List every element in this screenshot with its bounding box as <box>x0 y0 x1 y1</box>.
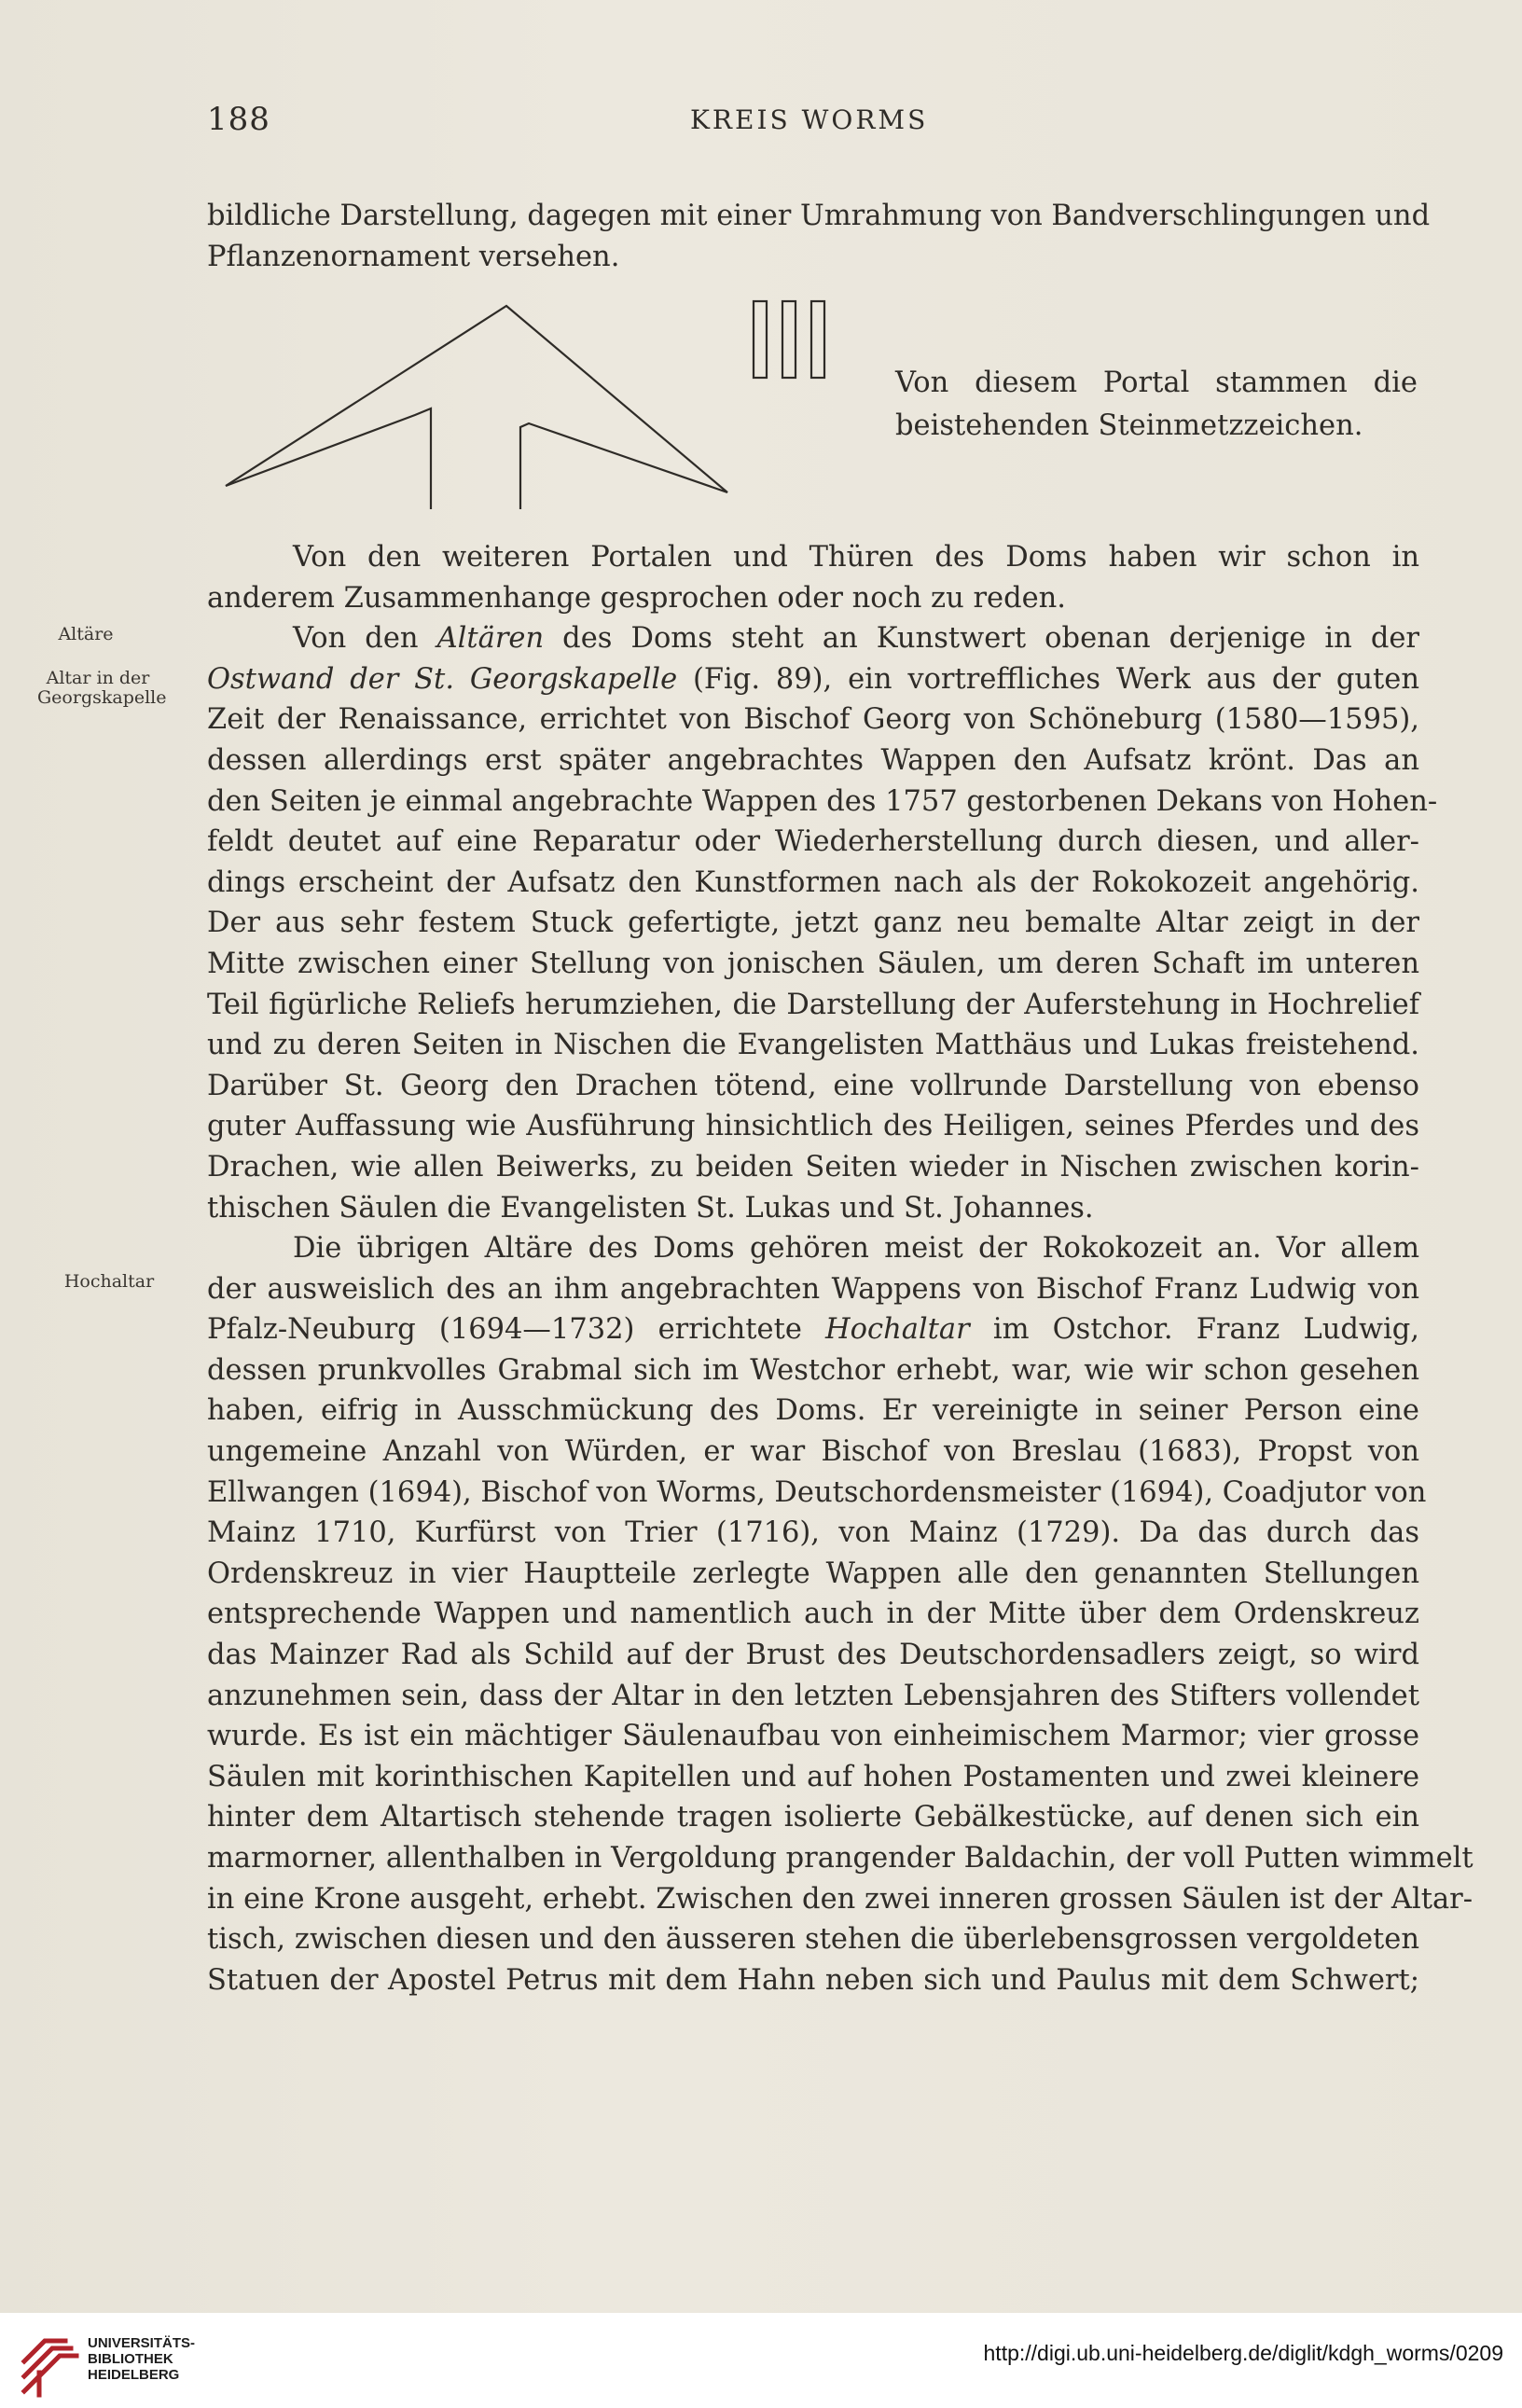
text-line <box>207 618 1419 659</box>
text-run: Pfalz-Neuburg (1694—1732) errichtete <box>207 1313 826 1347</box>
text-line: thischen Säulen die Evangelisten St. Lukas und St. Johannes. <box>207 1191 1094 1225</box>
text-line: der ausweislich des an ihm angebrachten Wappens von Bischof Franz Ludwig von <box>207 1272 1419 1306</box>
mason-mark-chevron-left-arm <box>226 408 431 509</box>
text-line: hinter dem Altartisch stehende tragen isolierte Gebälkestücke, auf denen sich ein <box>207 1801 1419 1834</box>
margin-note-altaere: Altäre <box>58 624 114 644</box>
text-line: anderem Zusammenhange gesprochen oder noch zu reden. <box>207 581 1066 615</box>
stonemason-marks-figure <box>224 297 858 509</box>
running-head <box>0 101 1522 142</box>
figure-caption <box>895 362 1418 448</box>
text-line: Ordenskreuz in vier Hauptteile zerlegte Wappen alle den genannten Stellungen <box>207 1557 1419 1590</box>
emphasis-altaere: Altären <box>436 622 545 656</box>
margin-note-line: Georgskapelle <box>37 687 167 708</box>
library-name-line: BIBLIOTHEK <box>88 2351 173 2367</box>
university-library-logo-icon <box>17 2324 82 2399</box>
text-run: des Doms steht an Kunstwert obenan derjenige in der <box>544 622 1419 656</box>
margin-note-hochaltar: Hochaltar <box>63 1271 155 1292</box>
text-line <box>207 1309 1419 1350</box>
text-line: entsprechende Wappen und namentlich auch in der Mitte über dem Ordenskreuz <box>207 1598 1419 1631</box>
text-line: dessen allerdings erst später angebrachtes Wappen den Aufsatz krönt. Das an <box>207 743 1419 777</box>
body-text <box>207 537 1474 2000</box>
running-title: KREIS WORMS <box>690 104 929 135</box>
text-line: tisch, zwischen diesen und den äusseren stehen die überlebensgrossen vergoldeten <box>207 1923 1419 1957</box>
text-line: ungemeine Anzahl von Würden, er war Bischof von Breslau (1683), Propst von <box>207 1435 1419 1469</box>
emphasis-hochaltar: Hochaltar <box>825 1313 970 1347</box>
source-url-link[interactable]: http://digi.ub.uni-heidelberg.de/diglit/kdgh_worms/0209 <box>983 2341 1503 2365</box>
text-line: Zeit der Renaissance, errichtet von Bischof Georg von Schöneburg (1580—1595), <box>207 703 1419 737</box>
text-line: Von den weiteren Portalen und Thüren des Doms haben wir schon in <box>293 541 1419 574</box>
text-run: im Ostchor. Franz Ludwig, <box>969 1313 1420 1347</box>
caption-line: Von diesem Portal stammen die <box>895 367 1418 399</box>
mason-mark-bar <box>754 301 767 378</box>
text-line <box>207 659 1419 700</box>
text-line: dings erscheint der Aufsatz den Kunstformen nach als der Rokokozeit angehörig. <box>207 865 1419 899</box>
margin-note-line: Altar in der <box>46 668 150 688</box>
margin-note-georgskapelle <box>37 668 167 708</box>
text-line: marmorner, allenthalben in Vergoldung prangender Baldachin, der voll Putten wimmelt <box>207 1842 1474 1875</box>
text-line: dessen prunkvolles Grabmal sich im Westchor erhebt, war, wie wir schon gesehen <box>207 1353 1419 1387</box>
library-name-line: HEIDELBERG <box>88 2367 180 2383</box>
emphasis-georgskapelle: Ostwand der St. Georgskapelle <box>207 662 678 696</box>
text-line: bildliche Darstellung, dagegen mit einer Umrahmung von Bandverschlingungen und <box>207 200 1431 232</box>
page-number: 188 <box>207 101 270 138</box>
digitization-footer <box>0 2313 1522 2408</box>
text-run: (Fig. 89), ein vortreffliches Werk aus der guten <box>677 662 1419 696</box>
mason-mark-bar <box>811 301 824 378</box>
mason-mark-chevron <box>226 306 727 509</box>
text-line: Pflanzenornament versehen. <box>207 241 620 273</box>
text-line: Der aus sehr festem Stuck gefertigte, jetzt ganz neu bemalte Altar zeigt in der <box>207 906 1419 940</box>
text-line: Ellwangen (1694), Bischof von Worms, Deutschordensmeister (1694), Coadjutor von <box>207 1475 1427 1509</box>
text-line: anzunehmen sein, dass der Altar in den letzten Lebensjahren des Stifters vollendet <box>207 1679 1419 1712</box>
text-line: Die übrigen Altäre des Doms gehören meist der Rokokozeit an. Vor allem <box>293 1232 1419 1266</box>
text-line: Statuen der Apostel Petrus mit dem Hahn neben sich und Paulus mit dem Schwert; <box>207 1963 1419 1997</box>
text-line: haben, eifrig in Ausschmückung des Doms. Er vereinigte in seiner Person eine <box>207 1394 1419 1428</box>
text-line: und zu deren Seiten in Nischen die Evangelisten Matthäus und Lukas freistehend. <box>207 1029 1419 1062</box>
text-line: Drachen, wie allen Beiwerks, zu beiden Seiten wieder in Nischen zwischen korin- <box>207 1150 1419 1183</box>
text-line: Mainz 1710, Kurfürst von Trier (1716), von Mainz (1729). Da das durch das <box>207 1516 1419 1550</box>
text-line: das Mainzer Rad als Schild auf der Brust des Deutschordensadlers zeigt, so wird <box>207 1639 1419 1672</box>
text-line: Teil figürliche Reliefs herumziehen, die Darstellung der Auferstehung in Hochrelief <box>207 988 1419 1021</box>
text-line: in eine Krone ausgeht, erhebt. Zwischen den zwei inneren grossen Säulen ist der Altar- <box>207 1882 1474 1916</box>
library-name-line: UNIVERSITÄTS- <box>88 2335 196 2351</box>
text-line: guter Auffassung wie Ausführung hinsichtlich des Heiligen, seines Pferdes und des <box>207 1110 1419 1143</box>
text-line: Darüber St. Georg den Drachen tötend, eine vollrunde Darstellung von ebenso <box>207 1069 1419 1102</box>
caption-line: beistehenden Steinmetzzeichen. <box>895 409 1363 442</box>
text-line: Mitte zwischen einer Stellung von jonischen Säulen, um deren Schaft im unteren <box>207 947 1419 980</box>
text-line: wurde. Es ist ein mächtiger Säulenaufbau von einheimischem Marmor; vier grosse <box>207 1720 1419 1753</box>
text-run: Von den <box>293 622 437 656</box>
intro-text <box>207 196 1431 278</box>
library-name <box>88 2335 195 2383</box>
mason-mark-bar <box>782 301 796 378</box>
text-line: Säulen mit korinthischen Kapitellen und auf hohen Postamenten und zwei kleinere <box>207 1760 1419 1793</box>
text-line: feldt deutet auf eine Reparatur oder Wiederherstellung durch diesen, und aller- <box>207 825 1419 859</box>
text-line: den Seiten je einmal angebrachte Wappen des 1757 gestorbenen Dekans von Hohen- <box>207 784 1438 818</box>
